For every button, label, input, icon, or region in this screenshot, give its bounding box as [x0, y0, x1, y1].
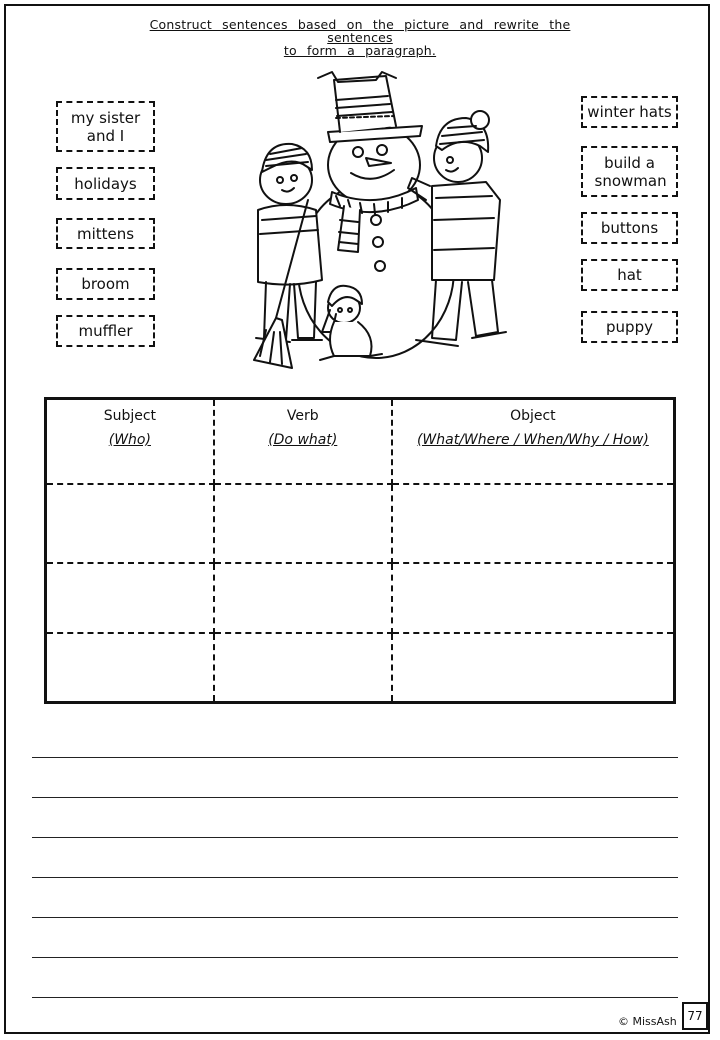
word-label: puppy	[606, 318, 653, 336]
word-label: my sister and I	[70, 108, 141, 145]
table-row	[46, 633, 675, 703]
writing-line[interactable]	[32, 957, 678, 958]
header-subject	[46, 399, 214, 484]
word-label: holidays	[74, 174, 137, 193]
word-box-broom	[56, 268, 155, 300]
header-verb	[214, 399, 392, 484]
word-label: build a snowman	[594, 153, 667, 190]
answer-cell[interactable]	[214, 633, 392, 703]
word-label: broom	[81, 275, 130, 293]
word-box-muffler	[56, 315, 155, 347]
header-object	[392, 399, 675, 484]
word-label: muffler	[78, 322, 133, 340]
writing-line[interactable]	[32, 757, 678, 758]
snowman-illustration	[236, 70, 508, 380]
word-label: mittens	[76, 224, 135, 243]
table-row	[46, 484, 675, 563]
writing-line[interactable]	[32, 877, 678, 878]
copyright: © MissAsh	[618, 1015, 677, 1028]
writing-line[interactable]	[32, 997, 678, 998]
word-box-build-a-snowman	[581, 146, 678, 197]
answer-cell[interactable]	[392, 563, 675, 633]
answer-cell[interactable]	[46, 633, 214, 703]
instructions	[120, 18, 600, 57]
header-subtitle: (Do what)	[268, 432, 338, 448]
header-subtitle: (What/Where / When/Why / How)	[416, 432, 649, 448]
answer-cell[interactable]	[392, 633, 675, 703]
header-subtitle: (Who)	[108, 432, 151, 448]
answer-cell[interactable]	[46, 484, 214, 563]
word-label: buttons	[600, 219, 659, 237]
header-title: Subject	[103, 408, 157, 424]
word-box-hat	[581, 259, 678, 291]
table-header-row	[46, 399, 675, 484]
word-box-buttons	[581, 212, 678, 244]
header-title: Verb	[286, 408, 319, 424]
word-box-mittens	[56, 218, 155, 249]
writing-line[interactable]	[32, 917, 678, 918]
writing-line[interactable]	[32, 797, 678, 798]
table-row	[46, 563, 675, 633]
header-title: Object	[510, 408, 556, 424]
word-box-puppy	[581, 311, 678, 343]
instructions-line-2: to form a paragraph.	[283, 43, 437, 58]
answer-cell[interactable]	[392, 484, 675, 563]
answer-cell[interactable]	[214, 563, 392, 633]
page-number: 77	[682, 1002, 708, 1030]
instructions-line-1: Construct sentences based on the picture and rewrite the sentences	[149, 17, 571, 45]
word-box-winter-hats	[581, 96, 678, 128]
answer-cell[interactable]	[46, 563, 214, 633]
writing-line[interactable]	[32, 837, 678, 838]
word-box-my-sister-and-i	[56, 101, 155, 152]
word-label: winter hats	[587, 103, 672, 121]
sentence-table	[44, 397, 676, 704]
answer-cell[interactable]	[214, 484, 392, 563]
word-box-holidays	[56, 167, 155, 200]
word-label: hat	[617, 266, 642, 284]
